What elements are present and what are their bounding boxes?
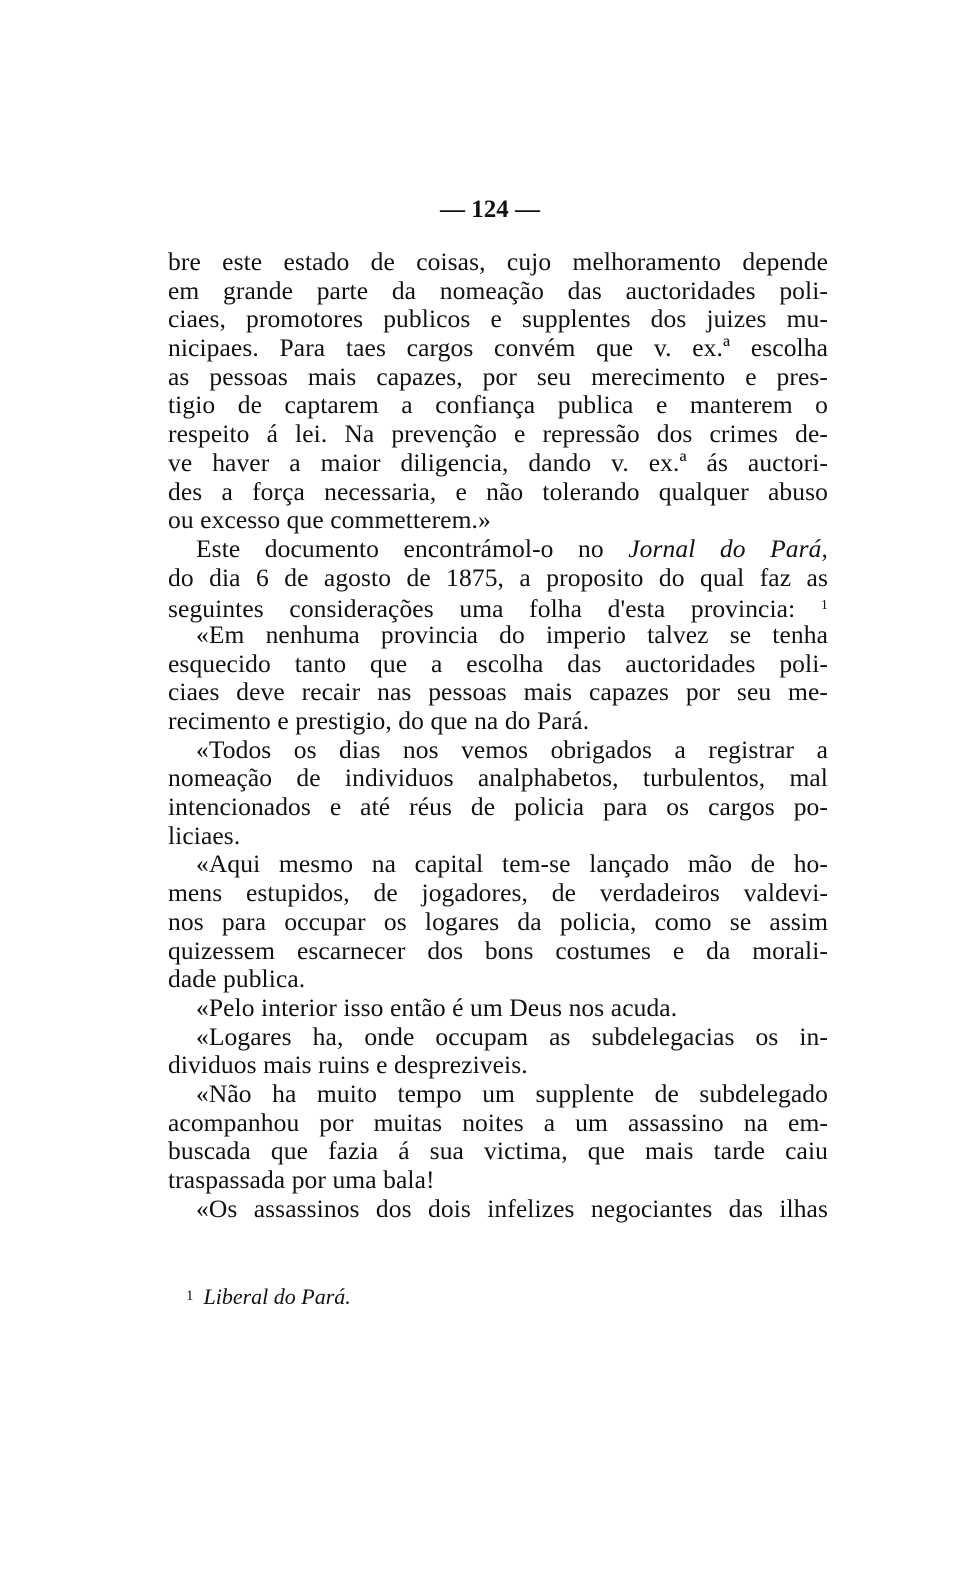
text-line (168, 1080, 828, 1109)
text-line (168, 1109, 828, 1138)
line-text: nomeação de individuos analphabetos, turbulentos, mal (168, 763, 828, 793)
text-line (168, 449, 828, 478)
line-text: «Pelo interior isso então é um Deus nos acuda. (196, 992, 678, 1022)
line-text: intencionados e até réus de policia para os cargos po- (168, 792, 828, 822)
line-text: «Logares ha, onde occupam as subdelegacias os in- (196, 1021, 828, 1051)
text-line (168, 793, 828, 822)
footnote-text: Liberal do Pará. (203, 1284, 351, 1309)
text-line (168, 248, 828, 277)
text-line (168, 391, 828, 420)
footnote (186, 1284, 351, 1310)
text-line (168, 506, 828, 535)
text-line (168, 965, 828, 994)
text-line (168, 592, 828, 624)
line-text: Este documento encontrámol-o no (196, 533, 629, 563)
line-text: «Todos os dias nos vemos obrigados a registrar a (196, 734, 828, 764)
footnote-reference: 1 (820, 598, 828, 614)
line-text: quizessem escarnecer dos bons costumes e da morali- (168, 935, 828, 965)
text-line (168, 535, 828, 564)
line-text: acompanhou por muitas noites a um assassino na em- (168, 1107, 828, 1137)
line-text: respeito á lei. Na prevenção e repressão dos crimes de- (168, 419, 828, 449)
text-line (168, 908, 828, 937)
text-line (168, 822, 828, 851)
text-line (168, 994, 828, 1023)
line-text: dade publica. (168, 964, 306, 994)
line-text: ciaes, promotores publicos e supplentes dos juizes mu- (168, 304, 828, 334)
text-line (168, 937, 828, 966)
line-text: tigio de captarem a confiança publica e manterem o (168, 390, 828, 420)
text-line (168, 707, 828, 736)
text-line (168, 334, 828, 363)
text-line (168, 363, 828, 392)
footnote-mark: 1 (186, 1288, 194, 1304)
line-text: bre este estado de coisas, cujo melhoramento depende (168, 247, 828, 276)
text-line (168, 650, 828, 679)
text-line (168, 850, 828, 879)
text-line (168, 764, 828, 793)
body-text (168, 248, 828, 1223)
text-line (168, 1166, 828, 1195)
line-text: em grande parte da nomeação das auctoridades poli- (168, 275, 828, 305)
line-text: des a força necessaria, e não tolerando qualquer abuso (168, 476, 828, 506)
line-text: esquecido tanto que a escolha das auctoridades poli- (168, 648, 828, 678)
text-line (168, 1023, 828, 1052)
line-text: «Os assassinos dos dois infelizes negociantes das ilhas (196, 1193, 828, 1223)
line-text: do dia 6 de agosto de 1875, a proposito do qual faz as (168, 562, 828, 592)
line-text: ou excesso que commetterem.» (168, 505, 491, 535)
text-line (168, 277, 828, 306)
line-text: seguintes considerações uma folha d'esta provincia: (168, 594, 821, 624)
text-line (168, 1195, 828, 1224)
line-text: nos para occupar os logares da policia, como se assim (168, 906, 828, 936)
line-text: «Em nenhuma provincia do imperio talvez se tenha (196, 619, 828, 649)
text-line (168, 1051, 828, 1080)
text-line (168, 564, 828, 593)
line-text: traspassada por uma bala! (168, 1165, 435, 1194)
text-line (168, 478, 828, 507)
text-line (168, 420, 828, 449)
line-text: ciaes deve recair nas pessoas mais capazes por seu me- (168, 677, 828, 707)
line-text: recimento e prestigio, do que na do Pará. (168, 706, 590, 735)
line-text: mens estupidos, de jogadores, de verdadeiros valdevi- (168, 878, 828, 908)
line-text: ve haver a maior diligencia, dando v. ex.ª ás auctori- (168, 447, 828, 477)
text-line (168, 879, 828, 908)
text-line (168, 305, 828, 334)
line-text: dividuos mais ruins e despreziveis. (168, 1050, 528, 1080)
page-number: — 124 — (440, 196, 540, 223)
text-line (168, 678, 828, 707)
line-text: buscada que fazia á sua victima, que mais tarde caiu (168, 1136, 828, 1166)
line-text: liciaes. (168, 820, 241, 850)
line-text: as pessoas mais capazes, por seu merecimento e pres- (168, 361, 828, 391)
line-text: «Não ha muito tempo um supplente de subdelegado (196, 1078, 828, 1108)
text-line (168, 1137, 828, 1166)
line-text: nicipaes. Para taes cargos convém que v. ex.ª escolha (168, 333, 828, 363)
text-line (168, 621, 828, 650)
text-line (168, 736, 828, 765)
line-text: «Aqui mesmo na capital tem-se lançado mão de ho- (196, 849, 828, 879)
italic-text: Jornal do Pará, (628, 533, 828, 563)
